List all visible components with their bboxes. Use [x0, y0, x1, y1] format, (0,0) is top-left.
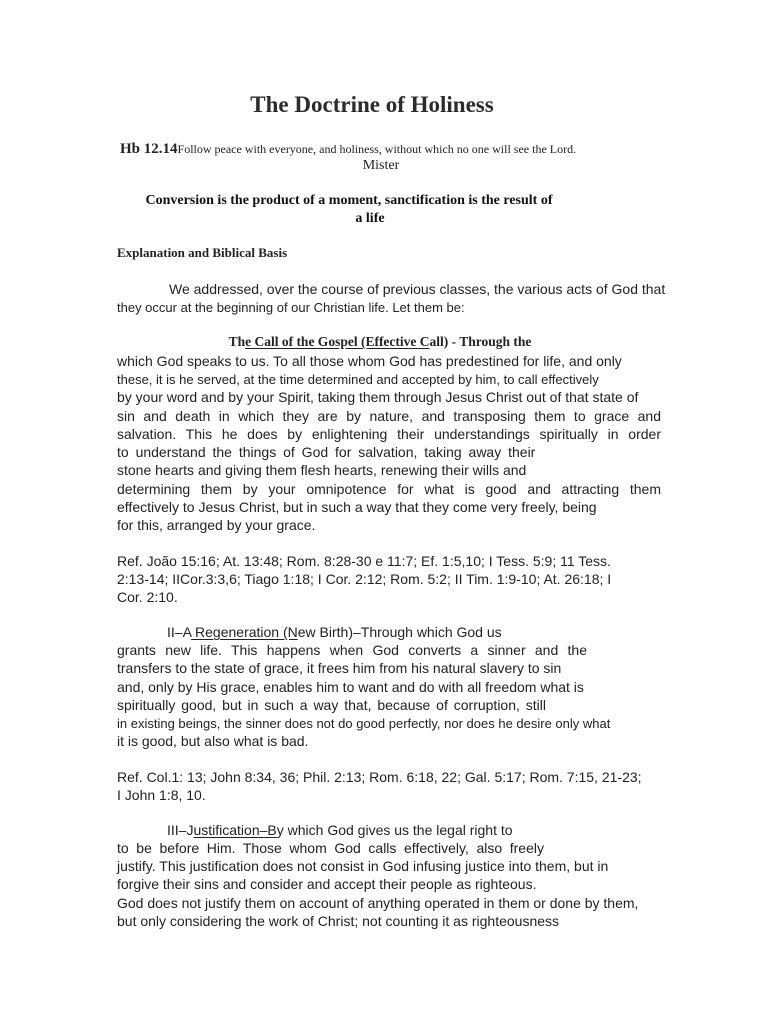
call-line: sin and death in which they are by nature, and transposing them to grace and — [117, 408, 661, 424]
document-title: The Doctrine of Holiness — [250, 92, 494, 117]
call-line: to understand the things of God for salvation, taking away their — [117, 444, 536, 460]
justification-line: God does not justify them on account of anything operated in them or done by them, — [117, 895, 639, 911]
justification-heading: III–Justification–By which God gives us the legal right to — [167, 822, 513, 838]
regeneration-reference: Ref. Col.1: 13; John 8:34, 36; Phil. 2:13; Rom. 6:18, 22; Gal. 5:17; Rom. 7:15, 21-23; — [117, 769, 642, 785]
call-line: stone hearts and giving them flesh hearts, renewing their wills and — [117, 462, 527, 478]
author-name: Mister — [362, 158, 400, 173]
subtitle-line-2: a life — [355, 211, 385, 226]
verse-line — [120, 140, 576, 158]
justification-line: to be before Him. Those whom God calls effectively, also freely — [117, 840, 544, 856]
justification-line: but only considering the work of Christ; not counting it as righteousness — [117, 913, 560, 929]
regeneration-line: in existing beings, the sinner does not do good perfectly, nor does he desire only what — [117, 716, 611, 731]
subtitle-line-1: Conversion is the product of a moment, sanctification is the result of — [145, 193, 553, 208]
intro-line: they occur at the beginning of our Christian life. Let them be: — [117, 300, 465, 315]
section-heading: Explanation and Biblical Basis — [117, 245, 288, 260]
call-reference: Cor. 2:10. — [117, 589, 178, 605]
call-line: which God speaks to us. To all those whom God has predestined for life, and only — [117, 353, 622, 369]
call-line: determining them by your omnipotence for what is good and attracting them — [117, 481, 661, 497]
call-line: these, it is he served, at the time determined and accepted by him, to call effectively — [117, 372, 599, 387]
regeneration-line: spiritually good, but in such a way that, because of corruption, still — [117, 697, 546, 713]
regeneration-reference: I John 1:8, 10. — [117, 787, 206, 803]
call-heading: The Call of the Gospel (Effective Call) - Through the — [228, 334, 532, 349]
regeneration-line: it is good, but also what is bad. — [117, 733, 309, 749]
regeneration-line: transfers to the state of grace, it frees him from his natural slavery to sin — [117, 660, 562, 676]
call-line: salvation. This he does by enlightening their understandings spiritually in order — [117, 426, 661, 442]
verse-reference: Hb 12.14 — [120, 141, 178, 157]
justification-line: forgive their sins and consider and accept their people as righteous. — [117, 876, 537, 892]
call-line: for this, arranged by your grace. — [117, 517, 316, 533]
call-reference: Ref. João 15:16; At. 13:48; Rom. 8:28-30 e 11:7; Ef. 1:5,10; I Tess. 5:9; 11 Tess. — [117, 553, 611, 569]
justification-line: justify. This justification does not consist in God infusing justice into them, but in — [117, 858, 609, 874]
call-reference: 2:13-14; IICor.3:3,6; Tiago 1:18; I Cor. 2:12; Rom. 5:2; II Tim. 1:9-10; At. 26:18; I — [117, 571, 612, 587]
intro-line: We addressed, over the course of previous classes, the various acts of God that — [169, 281, 666, 297]
verse-text: Follow peace with everyone, and holiness, without which no one will see the Lord. — [177, 142, 577, 156]
call-line: by your word and by your Spirit, taking them through Jesus Christ out of that state of — [117, 389, 639, 405]
regeneration-line: grants new life. This happens when God converts a sinner and the — [117, 642, 587, 658]
regeneration-heading: II–A Regeneration (New Birth)–Through which God us — [167, 624, 502, 640]
call-line: effectively to Jesus Christ, but in such a way that they come very freely, being — [117, 499, 597, 515]
regeneration-line: and, only by His grace, enables him to want and do with all freedom what is — [117, 679, 584, 695]
